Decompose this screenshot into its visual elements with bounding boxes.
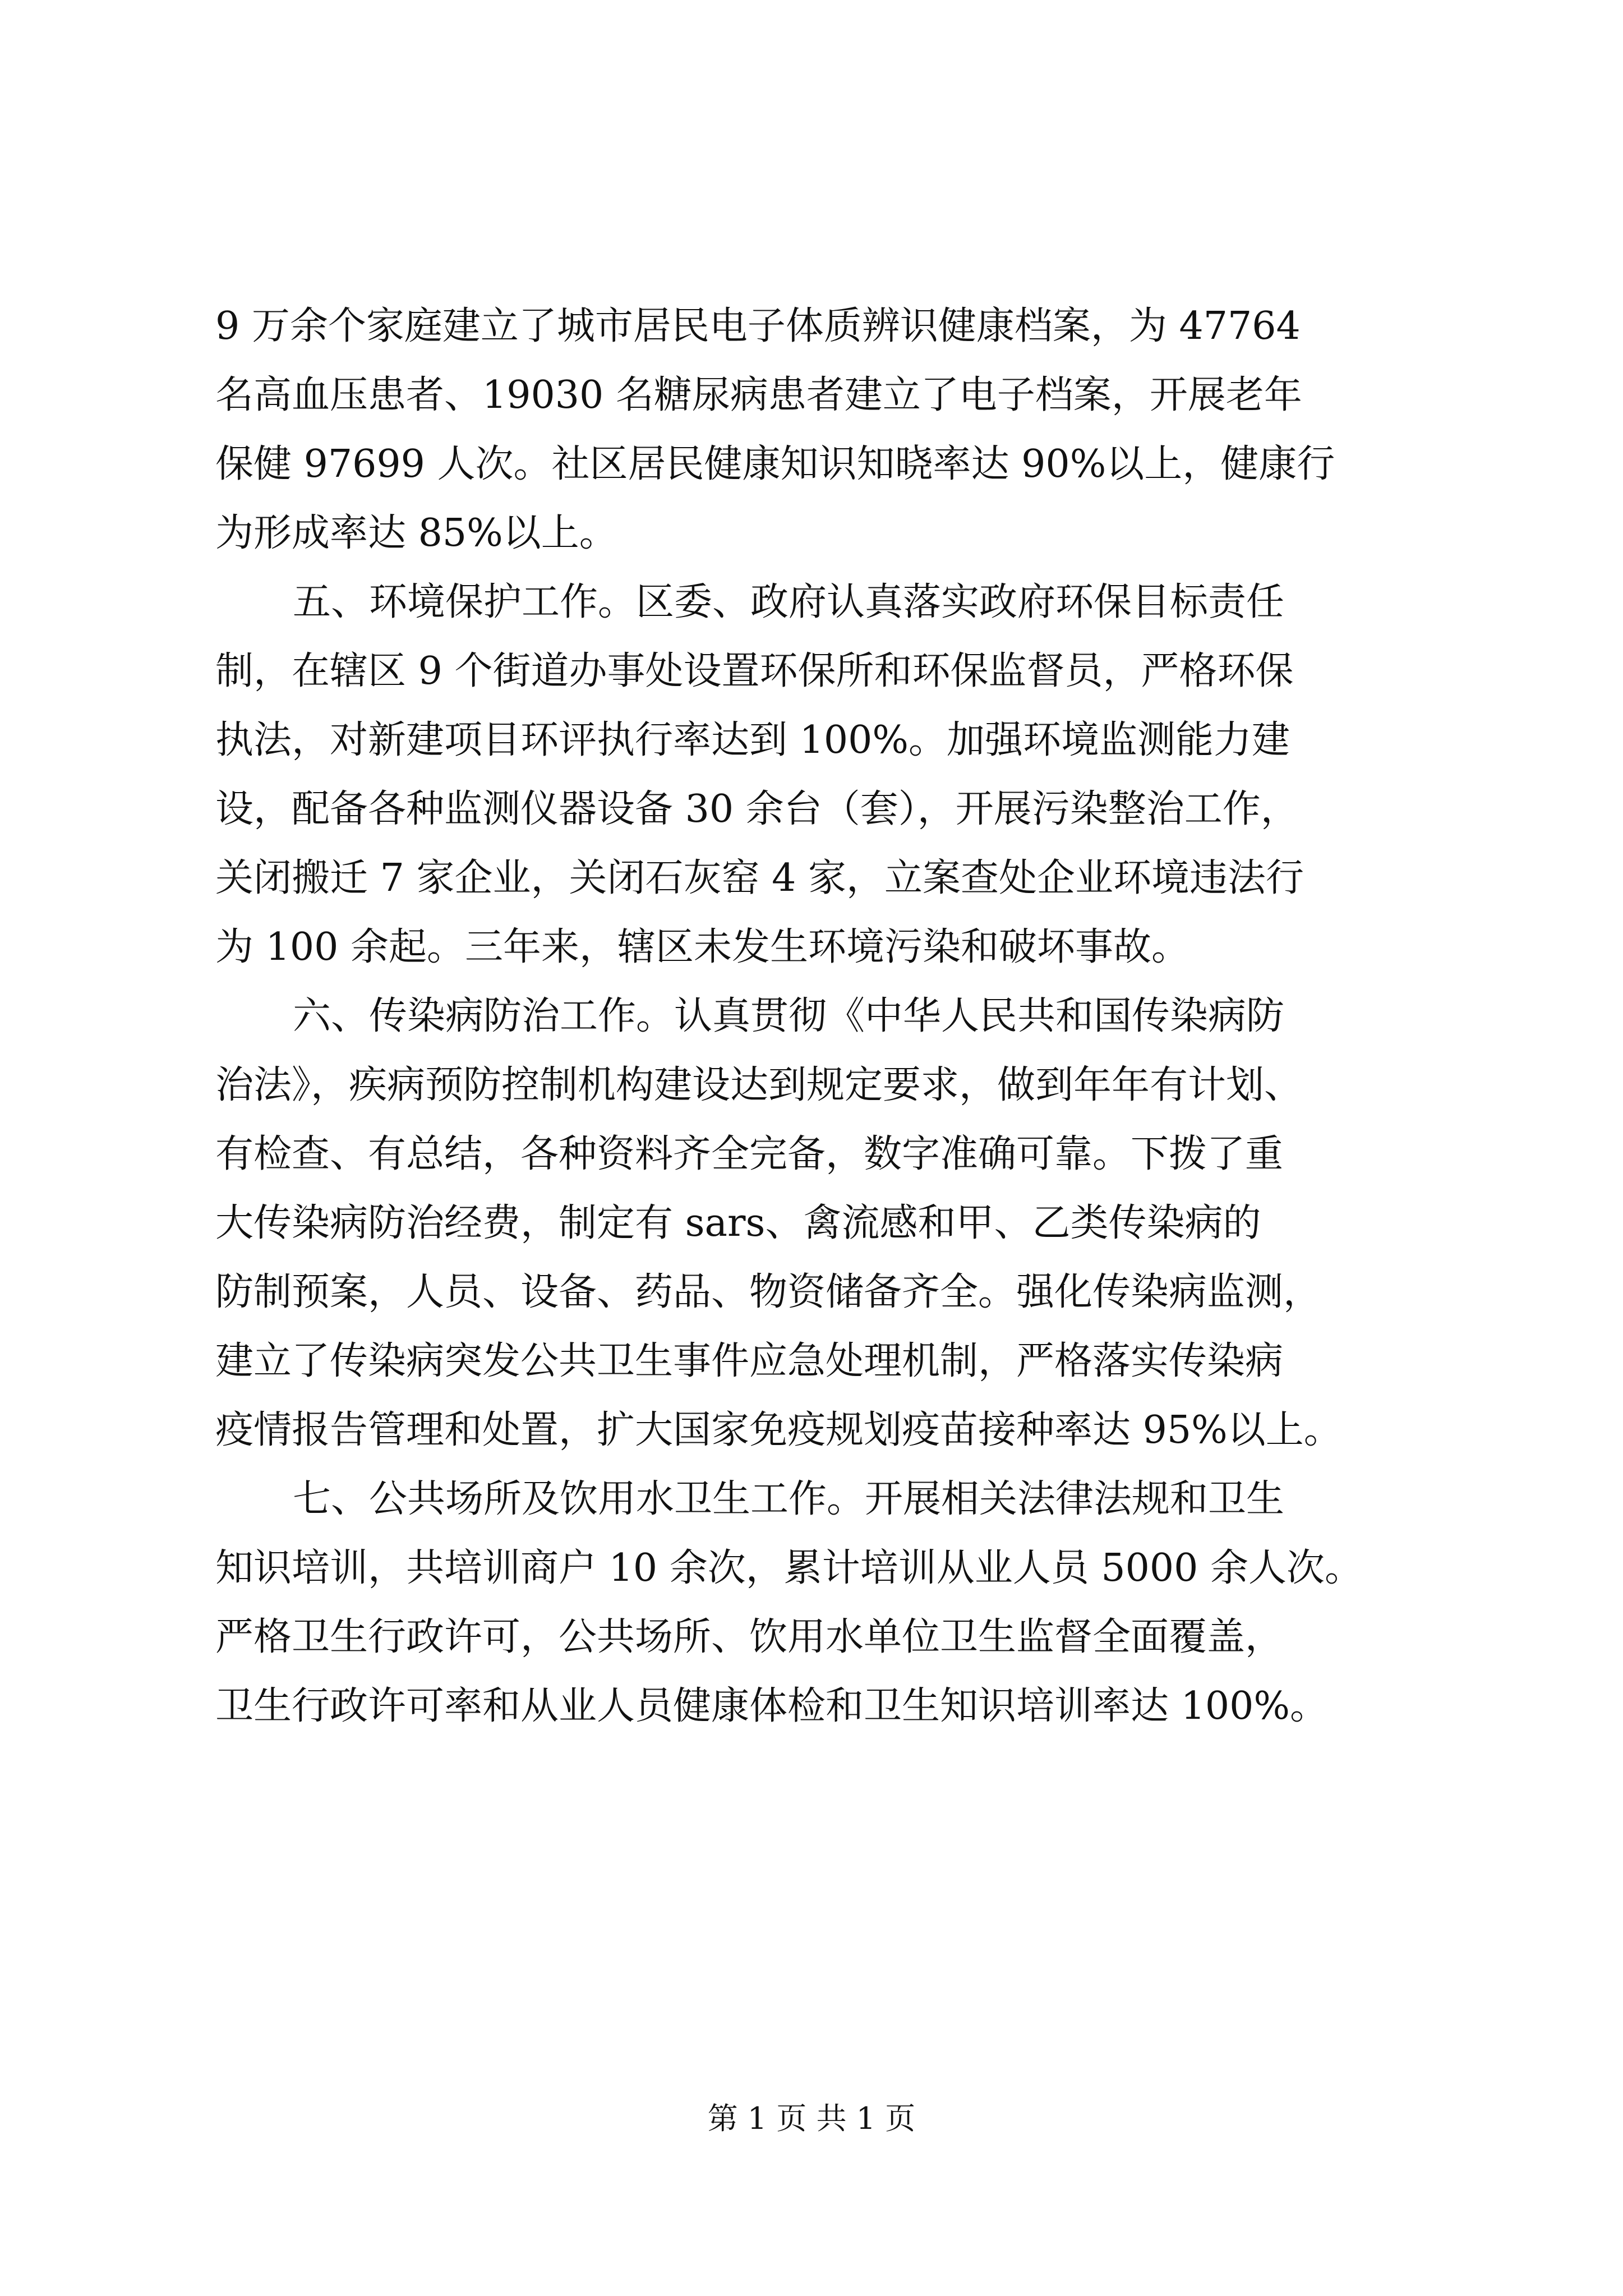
text-line: 大传染病防治经费，制定有 sars、禽流感和甲、乙类传染病的 [215, 1201, 1261, 1245]
text-line: 建立了传染病突发公共卫生事件应急处理机制，严格落实传染病 [215, 1339, 1284, 1383]
text-line: 执法，对新建项目环评执行率达到 100%。加强环境监测能力建 [215, 718, 1290, 762]
text-line: 9 万余个家庭建立了城市居民电子体质辨识健康档案，为 47764 [215, 304, 1301, 348]
section-heading-line: 七、公共场所及饮用水卫生工作。开展相关法律法规和卫生 [293, 1477, 1285, 1521]
text-line: 制，在辖区 9 个街道办事处设置环保所和环保监督员，严格环保 [215, 649, 1294, 693]
document-body [215, 292, 1415, 1741]
page-number-label: 第 1 页 共 1 页 [707, 2101, 916, 2136]
text-line: 关闭搬迁 7 家企业，关闭石灰窑 4 家，立案查处企业环境违法行 [215, 856, 1304, 900]
text-line: 卫生行政许可率和从业人员健康体检和卫生知识培训率达 100%。 [215, 1684, 1329, 1728]
text-line: 设，配备各种监测仪器设备 30 余台（套），开展污染整治工作， [215, 787, 1299, 831]
text-line: 保健 97699 人次。社区居民健康知识知晓率达 90%以上，健康行 [215, 442, 1335, 486]
text-line: 知识培训，共培训商户 10 余次，累计培训从业人员 5000 余人次。 [215, 1546, 1363, 1590]
text-line: 疫情报告管理和处置，扩大国家免疫规划疫苗接种率达 95%以上。 [215, 1408, 1342, 1452]
text-line: 为形成率达 85%以上。 [215, 511, 617, 555]
text-line: 有检查、有总结，各种资料齐全完备，数字准确可靠。下拨了重 [215, 1132, 1284, 1176]
text-line: 治法》，疾病预防控制机构建设达到规定要求，做到年年有计划、 [215, 1063, 1303, 1107]
text-line: 名高血压患者、19030 名糖尿病患者建立了电子档案，开展老年 [215, 373, 1302, 417]
section-heading-line: 六、传染病防治工作。认真贯彻《中华人民共和国传染病防 [293, 994, 1285, 1038]
text-line: 防制预案，人员、设备、药品、物资储备齐全。强化传染病监测， [215, 1270, 1322, 1314]
page-footer [0, 2099, 1623, 2138]
section-heading-line: 五、环境保护工作。区委、政府认真落实政府环保目标责任 [293, 580, 1285, 624]
text-line: 为 100 余起。三年来，辖区未发生环境污染和破坏事故。 [215, 925, 1190, 969]
text-line: 严格卫生行政许可，公共场所、饮用水单位卫生监督全面覆盖， [215, 1615, 1284, 1659]
